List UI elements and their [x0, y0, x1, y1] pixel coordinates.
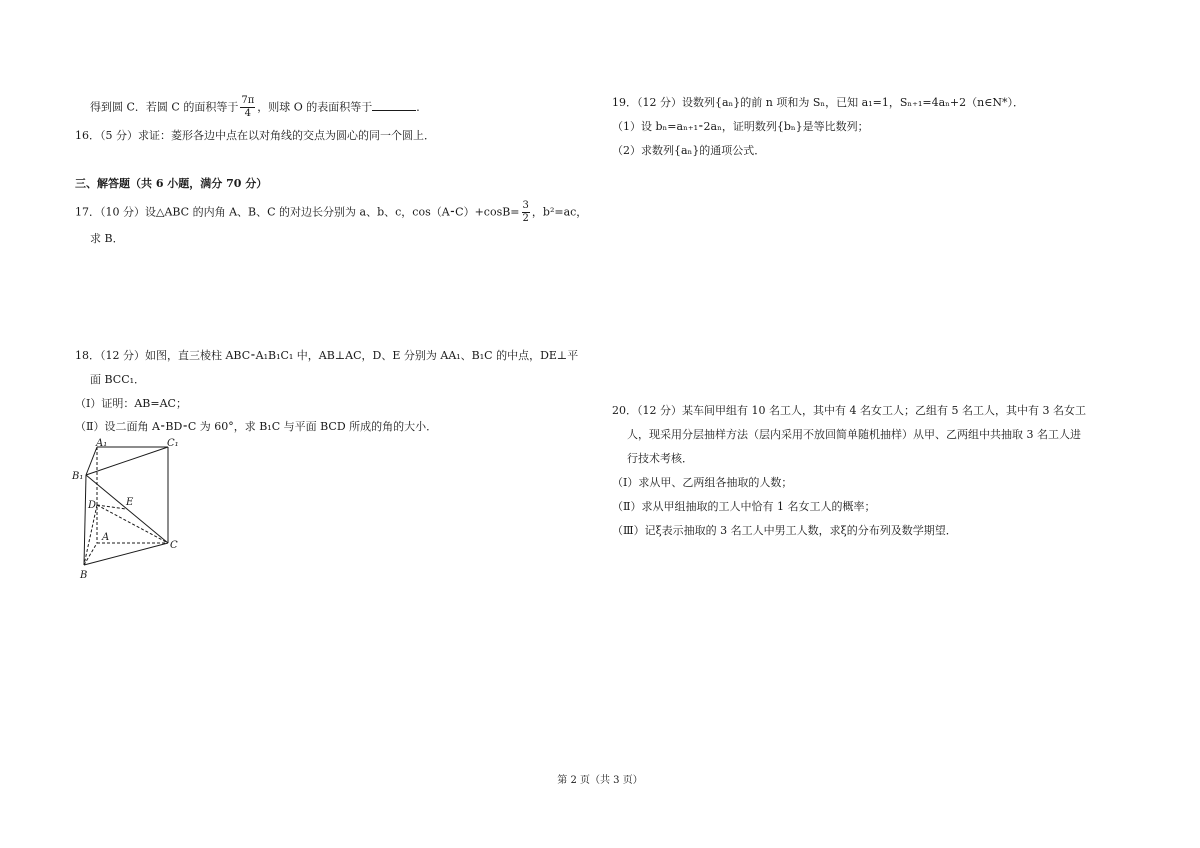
question-18-line2: 面 BCC₁． — [90, 373, 146, 386]
q15-frac-den: 4 — [244, 108, 251, 119]
question-19-part2: （2）求数列{aₙ}的通项公式． — [612, 144, 766, 157]
question-18-part1: （Ⅰ）证明：AB=AC； — [75, 397, 187, 410]
q17-text-pre: 17．（10 分）设△ABC 的内角 A、B、C 的对边长分别为 a、b、c，cos（A⁃C）+cosB= — [75, 205, 520, 219]
question-19-part1: （1）设 bₙ=aₙ₊₁⁃2aₙ，证明数列{bₙ}是等比数列； — [612, 120, 869, 133]
q15-continuation — [90, 96, 427, 119]
q15-text-post: ，则球 O 的表面积等于 — [257, 100, 373, 114]
q15-fraction — [240, 96, 255, 119]
question-20-part3: （Ⅲ）记ξ表示抽取的 3 名工人中男工人数，求ξ的分布列及数学期望． — [612, 524, 957, 537]
question-20-part1: （Ⅰ）求从甲、乙两组各抽取的人数； — [612, 476, 793, 489]
q17-frac-num: 3 — [522, 200, 529, 211]
q15-end: ． — [416, 100, 428, 114]
label-e: E — [126, 497, 134, 508]
page-footer: 第 2 页（共 3 页） — [557, 775, 643, 786]
question-19-line1: 19．（12 分）设数列{aₙ}的前 n 项和为 Sₙ，已知 a₁=1，Sₙ₊₁=4aₙ+2（n∈N*）． — [612, 96, 1024, 109]
q15-frac-num: 7π — [241, 95, 255, 106]
q17-frac-den: 2 — [522, 213, 529, 224]
q17-text-post: ，b²=ac， — [531, 205, 588, 219]
label-c1: C₁ — [167, 438, 179, 449]
question-20-part2: （Ⅱ）求从甲组抽取的工人中恰有 1 名女工人的概率； — [612, 500, 876, 513]
answer-blank — [372, 100, 416, 111]
question-17 — [75, 201, 587, 224]
question-18-line1: 18．（12 分）如图，直三棱柱 ABC⁃A₁B₁C₁ 中，AB⊥AC，D、E 分别为 AA₁、B₁C 的中点，DE⊥平 — [75, 349, 579, 362]
section-heading: 三、解答题（共 6 小题，满分 70 分） — [75, 177, 268, 190]
label-a: A — [102, 532, 110, 543]
prism-figure — [70, 435, 200, 585]
label-b: B — [80, 570, 88, 581]
q15-text-pre: 得到圆 C．若圆 C 的面积等于 — [90, 100, 239, 114]
label-b1: B₁ — [72, 471, 84, 482]
question-20-line3: 行技术考核． — [627, 452, 693, 465]
q17-fraction — [522, 201, 530, 224]
label-a1: A₁ — [96, 438, 108, 449]
question-18-part2: （Ⅱ）设二面角 A⁃BD⁃C 为 60°，求 B₁C 与平面 BCD 所成的角的大小． — [75, 420, 438, 433]
q17-line2: 求 B． — [90, 232, 124, 245]
label-d: D — [88, 500, 97, 511]
question-20-line1: 20．（12 分）某车间甲组有 10 名工人，其中有 4 名女工人；乙组有 5 名工人，其中有 3 名女工 — [612, 404, 1086, 417]
label-c: C — [170, 540, 178, 551]
question-20-line2: 人，现采用分层抽样方法（层内采用不放回简单随机抽样）从甲、乙两组中共抽取 3 名工人进 — [627, 428, 1081, 441]
question-16: 16．（5 分）求证：菱形各边中点在以对角线的交点为圆心的同一个圆上． — [75, 129, 435, 142]
